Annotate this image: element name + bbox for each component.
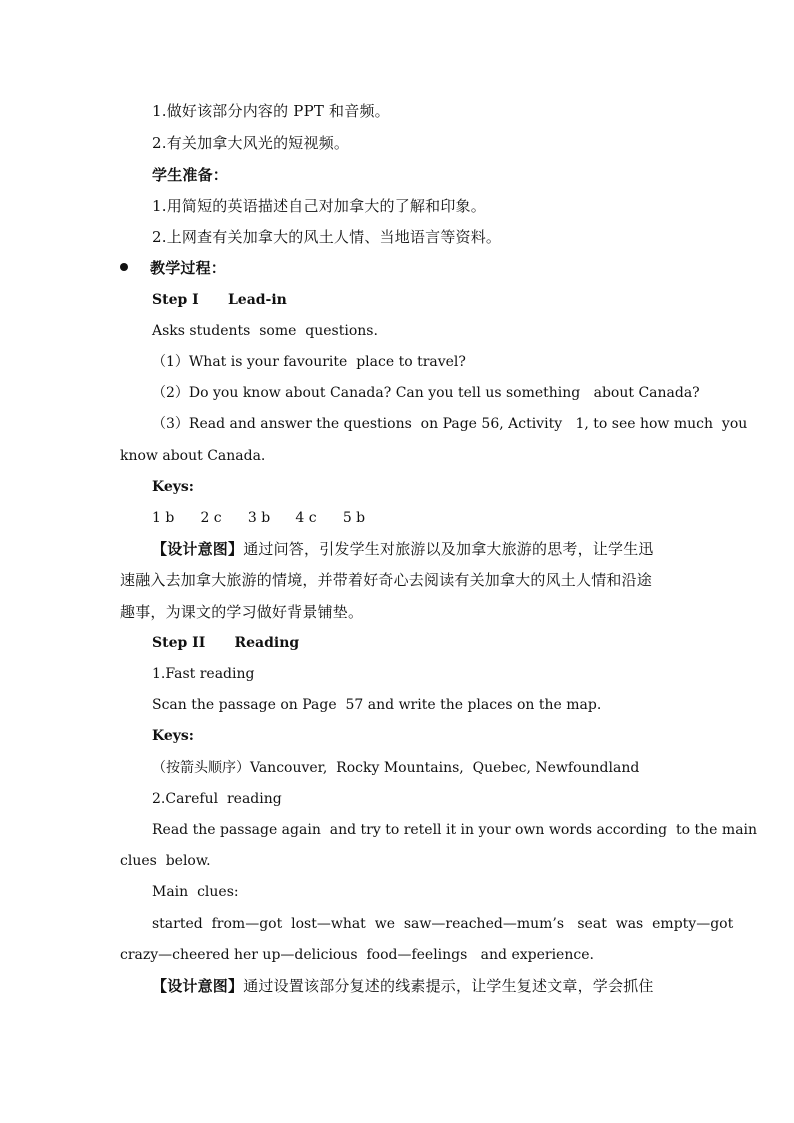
teacher-prep-item-1: 1.做好该部分内容的 PPT 和音频。 xyxy=(152,102,390,120)
step1-keys-row xyxy=(152,508,365,528)
student-prep-item-2: 2.上网查有关加拿大的风土人情、当地语言等资料。 xyxy=(152,228,502,246)
step1-question-2: （2）Do you know about Canada? Can you tell us something about Canada? xyxy=(152,385,700,401)
student-prep-item-1: 1.用简短的英语描述自己对加拿大的了解和印象。 xyxy=(152,197,486,215)
key-answer: 4 c xyxy=(295,510,317,526)
step2-keys-label: Keys: xyxy=(152,728,194,744)
design-intent-text: 通过问答，引发学生对旅游以及加拿大旅游的思考，让学生迅 xyxy=(243,540,654,558)
key-answer: 1 b xyxy=(152,510,175,526)
key-answer: 5 b xyxy=(342,510,366,526)
careful-reading-line-1: Read the passage again and try to retell it in your own words according to the main xyxy=(152,822,758,838)
step2-design-intent-line-1 xyxy=(152,976,654,996)
step2-keys-text: （按箭头顺序）Vancouver, Rocky Mountains, Quebec, Newfoundland xyxy=(152,760,640,776)
step1-design-intent-line-3: 趣事，为课文的学习做好背景铺垫。 xyxy=(120,603,364,621)
bullet-icon xyxy=(120,263,128,271)
step1-design-intent-line-1 xyxy=(152,539,654,559)
process-heading: 教学过程： xyxy=(150,259,227,277)
design-intent-text: 通过设置该部分复述的线素提示，让学生复述文章，学会抓住 xyxy=(243,977,654,995)
step1-keys-label: Keys: xyxy=(152,479,194,495)
step2-title: Step II Reading xyxy=(152,635,300,651)
careful-reading-heading: 2.Careful reading xyxy=(152,791,282,807)
key-answer: 3 b xyxy=(247,510,271,526)
design-intent-label: 【设计意图】 xyxy=(152,977,244,995)
design-intent-label: 【设计意图】 xyxy=(152,540,244,558)
step1-question-3-line-1: （3）Read and answer the questions on Page 56, Activity 1, to see how much you xyxy=(152,416,748,432)
main-clues-label: Main clues: xyxy=(152,884,239,900)
step1-design-intent-line-2: 速融入去加拿大旅游的情境，并带着好奇心去阅读有关加拿大的风土人情和沿途 xyxy=(120,571,653,589)
step1-title: Step I Lead-in xyxy=(152,292,287,308)
main-clues-line-2: crazy—cheered her up—delicious food—feelings and experience. xyxy=(120,947,594,963)
student-prep-heading: 学生准备： xyxy=(152,166,229,184)
careful-reading-line-2: clues below. xyxy=(120,853,211,869)
main-clues-line-1: started from—got lost—what we saw—reached—mum’s seat was empty—got xyxy=(152,916,734,932)
step1-question-3-line-2: know about Canada. xyxy=(120,448,266,464)
fast-reading-text: Scan the passage on Page 57 and write the places on the map. xyxy=(152,697,602,713)
key-answer: 2 c xyxy=(200,510,222,526)
fast-reading-heading: 1.Fast reading xyxy=(152,666,255,682)
step1-question-1: （1）What is your favourite place to travel? xyxy=(152,354,466,370)
teacher-prep-item-2: 2.有关加拿大风光的短视频。 xyxy=(152,134,350,152)
step1-intro: Asks students some questions. xyxy=(152,323,378,339)
